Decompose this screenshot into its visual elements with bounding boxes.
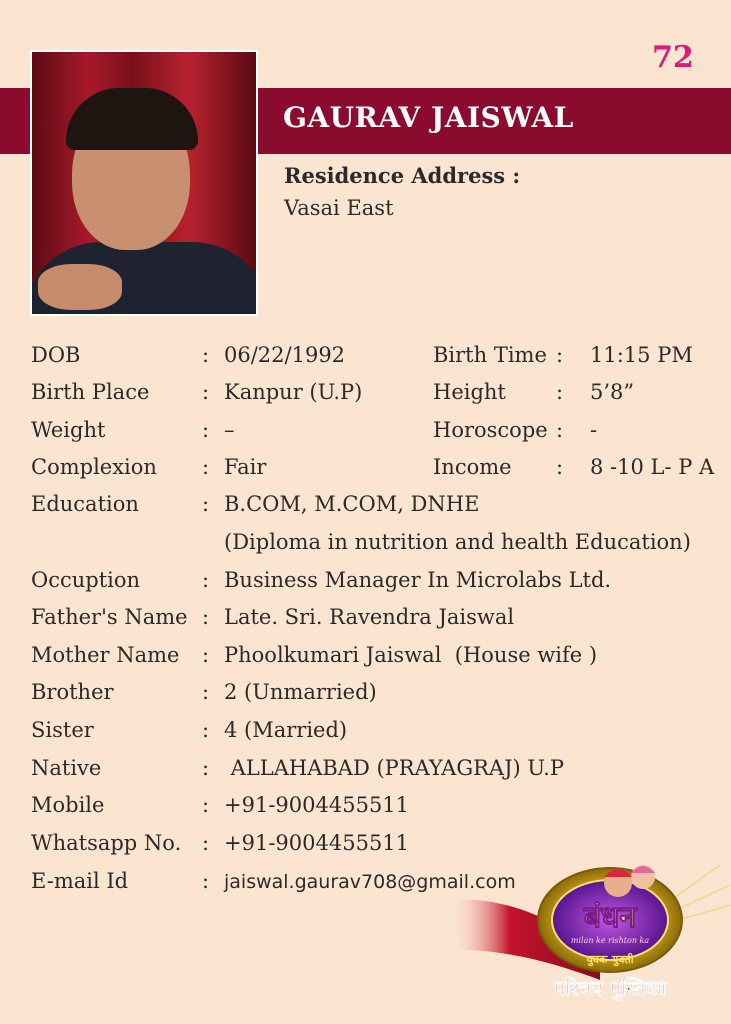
birth-place-label: Birth Place	[31, 380, 150, 404]
logo-title: बंधन	[583, 900, 637, 935]
profile-name: GAURAV JAISWAL	[283, 101, 574, 134]
sister-label: Sister	[31, 718, 94, 742]
weight-value: –	[224, 418, 235, 442]
mobile-label: Mobile	[31, 793, 105, 817]
colon: :	[202, 605, 210, 629]
page-number: 72	[652, 40, 694, 75]
colon: :	[202, 793, 210, 817]
father-name-label: Father's Name	[31, 605, 188, 629]
colon: :	[556, 343, 564, 367]
birth-time-value: 11:15 PM	[590, 343, 693, 367]
education-value: B.COM, M.COM, DNHE	[224, 492, 480, 516]
colon: :	[202, 869, 210, 893]
horoscope-label: Horoscope	[433, 418, 548, 442]
colon: :	[202, 455, 210, 479]
colon: :	[202, 343, 210, 367]
mother-name-value: Phoolkumari Jaiswal (House wife )	[224, 643, 598, 667]
complexion-label: Complexion	[31, 455, 157, 479]
email-value: jaiswal.gaurav708@gmail.com	[224, 871, 516, 893]
income-value: 8 -10 L- P A	[590, 455, 715, 479]
residence-label: Residence Address :	[284, 163, 521, 188]
mobile-value: +91-9004455511	[224, 793, 410, 817]
native-label: Native	[31, 756, 102, 780]
occupation-label: Occuption	[31, 568, 141, 592]
sister-value: 4 (Married)	[224, 718, 348, 742]
colon: :	[202, 643, 210, 667]
colon: :	[202, 680, 210, 704]
occupation-value: Business Manager In Microlabs Ltd.	[224, 568, 612, 592]
native-value: ALLAHABAD (PRAYAGRAJ) U.P	[224, 756, 564, 780]
whatsapp-value: +91-9004455511	[224, 831, 410, 855]
profile-photo	[30, 50, 258, 316]
logo-subtitle: युवक-युवती	[586, 953, 634, 966]
colon: :	[202, 492, 210, 516]
weight-label: Weight	[31, 418, 106, 442]
colon: :	[556, 380, 564, 404]
residence-value: Vasai East	[284, 196, 394, 220]
horoscope-value: -	[590, 418, 598, 442]
brother-label: Brother	[31, 680, 114, 704]
mother-name-label: Mother Name	[31, 643, 180, 667]
colon: :	[202, 756, 210, 780]
father-name-value: Late. Sri. Ravendra Jaiswal	[224, 605, 515, 629]
colon: :	[202, 568, 210, 592]
whatsapp-label: Whatsapp No.	[31, 831, 182, 855]
brother-value: 2 (Unmarried)	[224, 680, 377, 704]
education-value-line2: (Diploma in nutrition and health Education)	[224, 530, 691, 554]
height-value: 5’8”	[590, 380, 635, 404]
dob-label: DOB	[31, 343, 81, 367]
colon: :	[202, 380, 210, 404]
education-label: Education	[31, 492, 139, 516]
email-label: E-mail Id	[31, 869, 129, 893]
birth-time-label: Birth Time	[433, 343, 547, 367]
complexion-value: Fair	[224, 455, 267, 479]
logo-tagline: milan ke rishton ka	[570, 936, 650, 945]
colon: :	[202, 418, 210, 442]
logo-bottom: परिचय पुस्तिका	[553, 976, 667, 1000]
dob-value: 06/22/1992	[224, 343, 346, 367]
colon: :	[556, 455, 564, 479]
birth-place-value: Kanpur (U.P)	[224, 380, 363, 404]
colon: :	[556, 418, 564, 442]
colon: :	[202, 718, 210, 742]
bandhan-logo	[450, 855, 731, 1020]
colon: :	[202, 831, 210, 855]
income-label: Income	[433, 455, 512, 479]
height-label: Height	[433, 380, 506, 404]
